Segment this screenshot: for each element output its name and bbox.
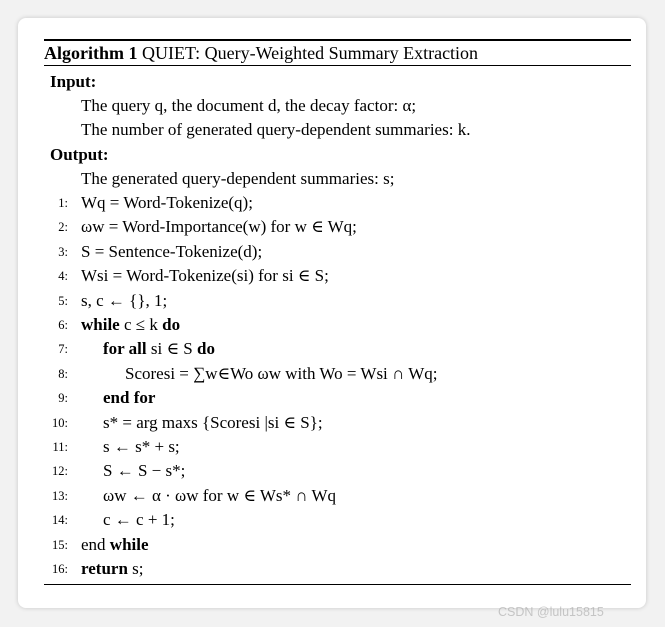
step-number: 5: [58,294,68,308]
algorithm-label: Algorithm 1 [44,43,138,63]
step-number: 6: [58,318,68,332]
step-number: 10: [52,416,68,430]
step-text: s, c ← {}, 1; [81,291,168,310]
step-number: 8: [58,367,68,381]
step-number: 7: [58,342,68,356]
watermark: CSDN @lulu15815 [498,605,604,619]
step-text: end while [81,535,149,554]
step-text: c ← c + 1; [103,510,175,529]
step-text: s ← s* + s; [103,437,180,456]
output-label: Output: [50,145,109,164]
step-number: 9: [58,391,68,405]
step-text: end for [103,388,156,407]
step-number: 3: [58,245,68,259]
step-number: 13: [52,489,68,503]
step-text: while c ≤ k do [81,315,181,334]
step-text: return s; [81,559,144,578]
step-text: Wsi = Word-Tokenize(si) for si ∈ S; [81,266,329,285]
step-text: Scoresi = ∑w∈Wo ωw with Wo = Wsi ∩ Wq; [125,364,438,383]
bottom-rule [44,584,631,585]
step-text: S ← S − s*; [103,461,186,480]
step-number: 1: [58,196,68,210]
step-number: 14: [52,513,68,527]
step-text: ωw = Word-Importance(w) for w ∈ Wq; [81,217,357,236]
algorithm-name: QUIET: Query-Weighted Summary Extraction [142,43,479,63]
input-line-2: The number of generated query-dependent summaries: k. [81,120,471,139]
step-number: 4: [58,269,68,283]
input-line-1: The query q, the document d, the decay factor: α; [81,96,417,115]
title-rule [44,65,631,66]
output-line-1: The generated query-dependent summaries: s; [81,169,395,188]
step-number: 15: [52,538,68,552]
step-number: 16: [52,562,68,576]
step-text: s* = arg maxs {Scoresi |si ∈ S}; [103,413,323,432]
step-text: for all si ∈ S do [103,339,215,358]
step-number: 11: [52,440,68,454]
step-number: 2: [58,220,68,234]
step-text: ωw ← α · ωw for w ∈ Ws* ∩ Wq [103,486,337,505]
step-text: Wq = Word-Tokenize(q); [81,193,253,212]
algorithm-title [44,41,478,65]
step-number: 12: [52,464,68,478]
step-text: S = Sentence-Tokenize(d); [81,242,263,261]
input-label: Input: [50,72,97,91]
